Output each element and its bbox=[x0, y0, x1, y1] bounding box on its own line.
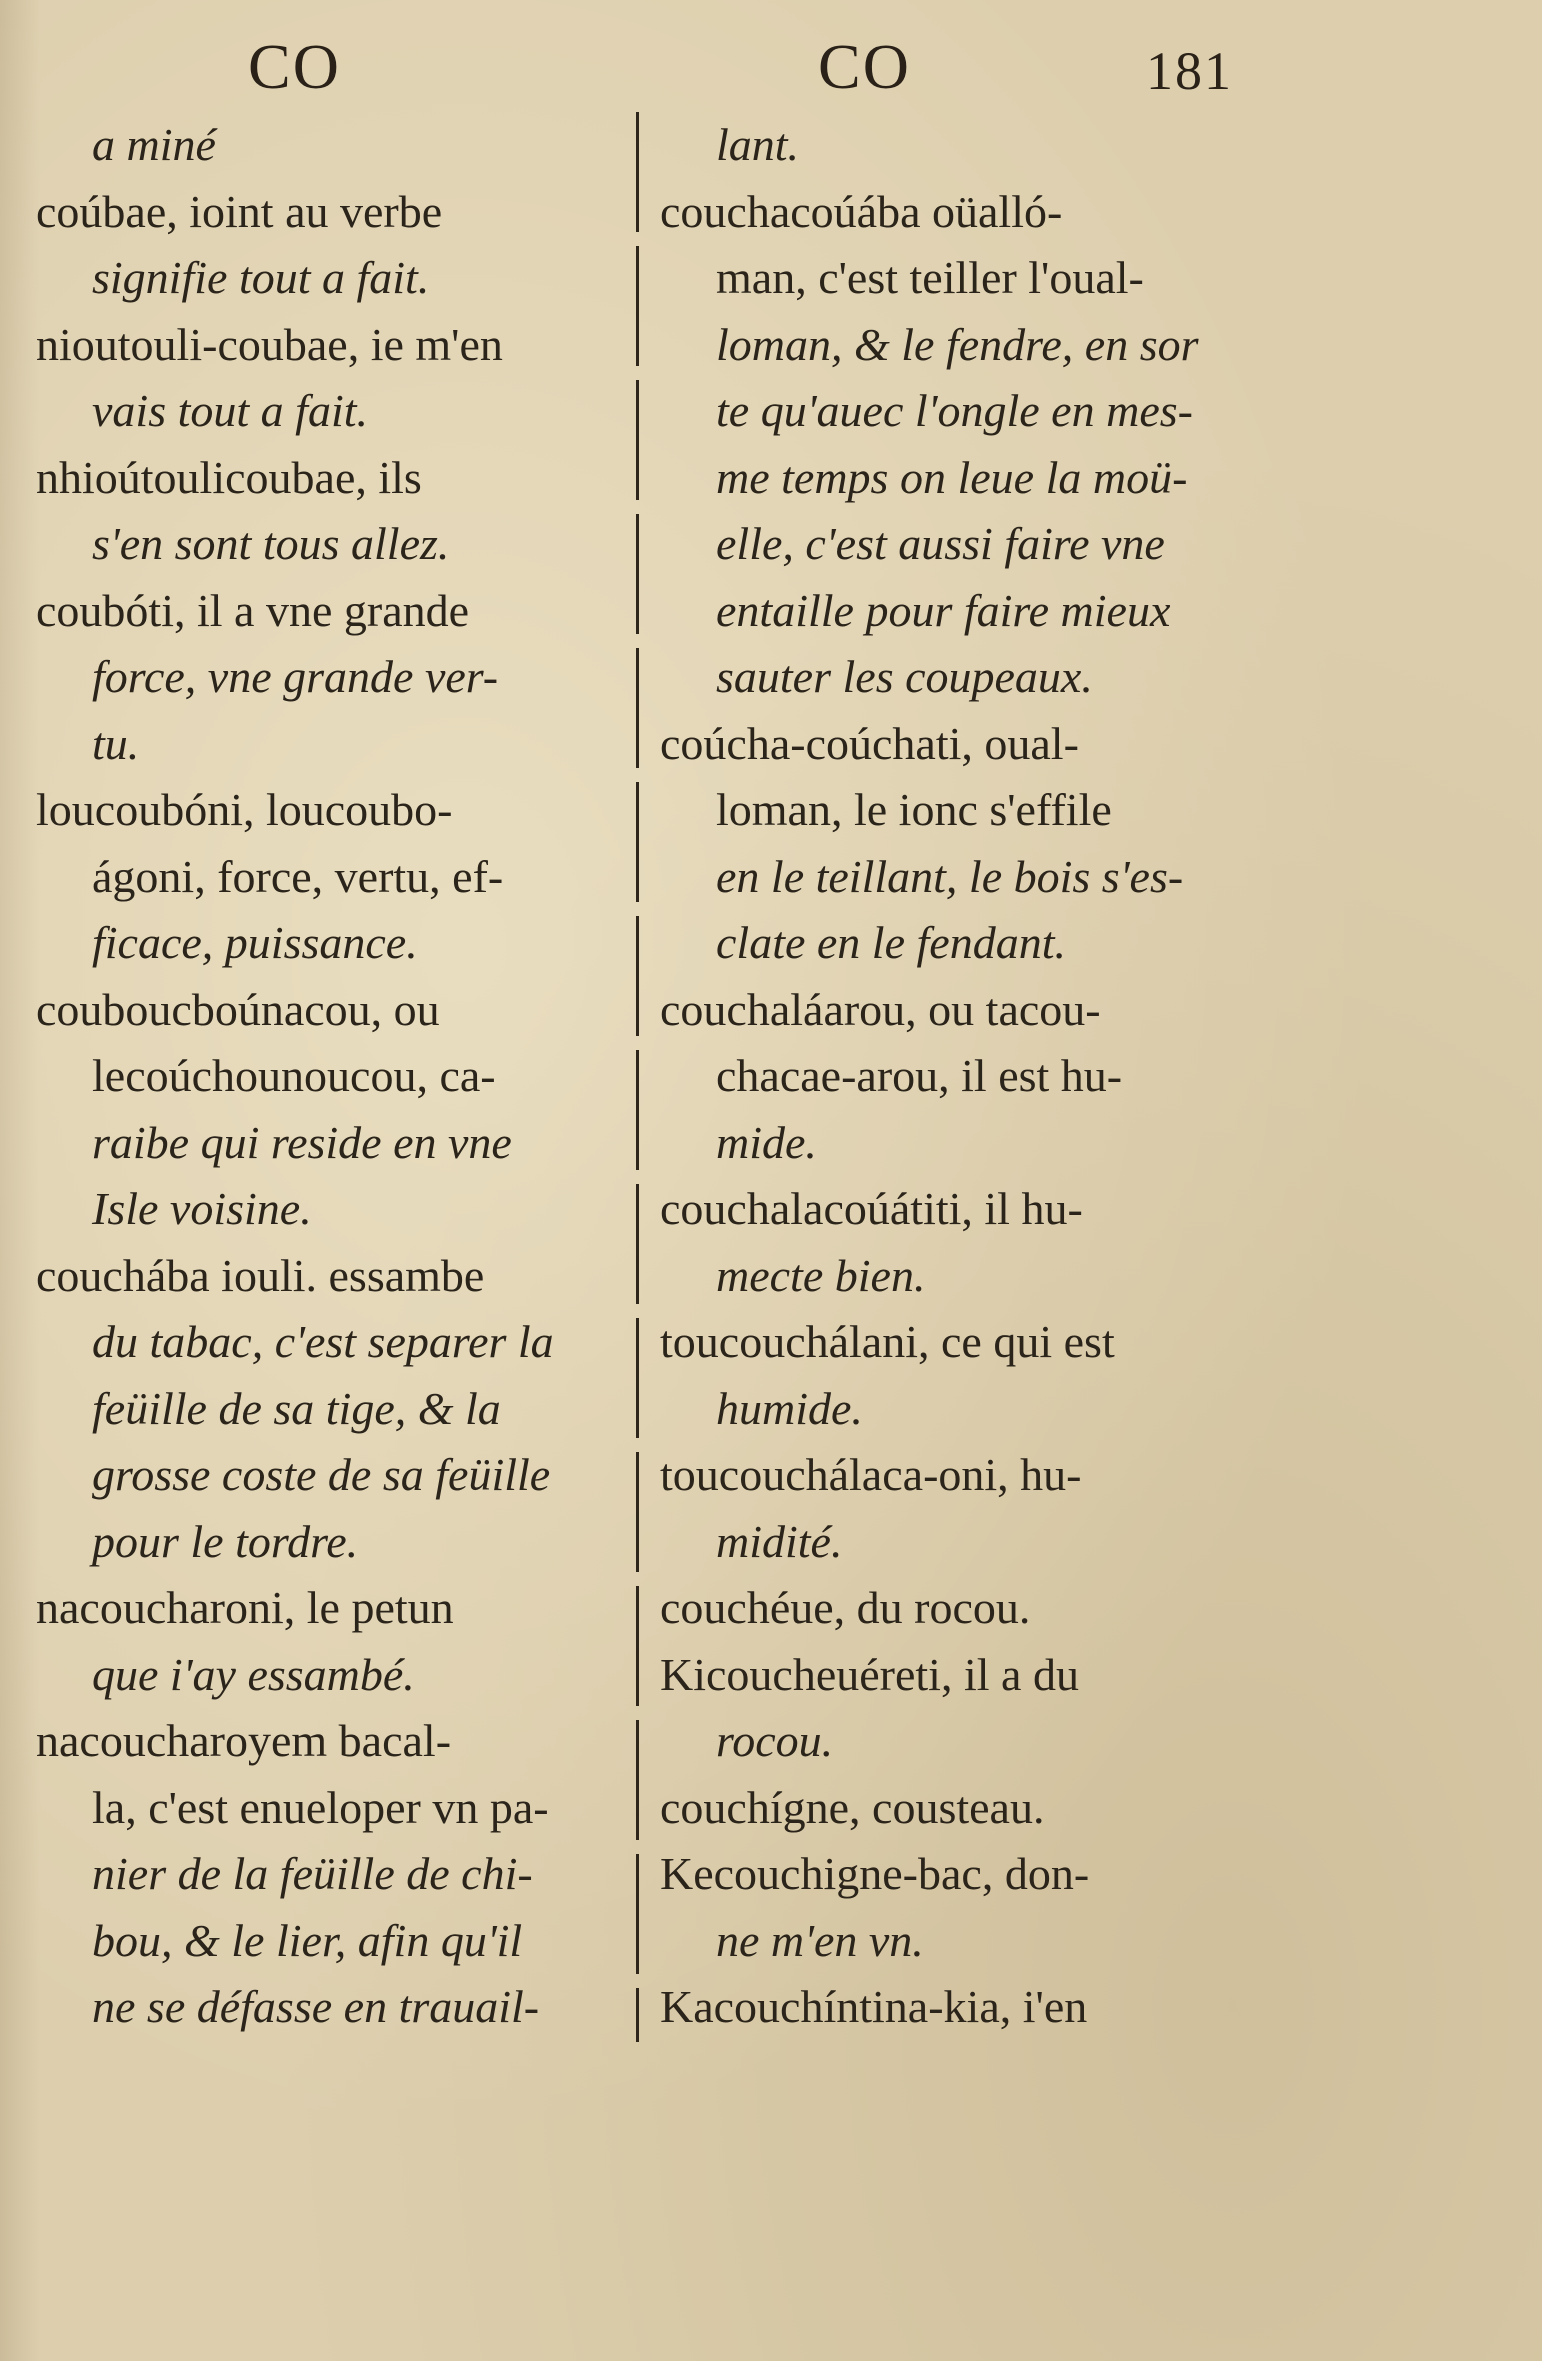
right-column bbox=[660, 112, 1270, 2041]
text-line: nier de la feüille de chi- bbox=[92, 1848, 533, 1899]
text-line: clate en le fendant. bbox=[716, 917, 1066, 968]
text-line: Kicoucheuéreti, il a du bbox=[660, 1648, 1079, 1700]
text-line: toucouchálani, ce qui est bbox=[660, 1316, 1115, 1367]
text-line: tu. bbox=[92, 717, 140, 769]
text-line: grosse coste de sa feüille bbox=[92, 1449, 551, 1500]
text-line: me temps on leue la moü- bbox=[716, 451, 1188, 503]
text-line: feüille de sa tige, & la bbox=[92, 1382, 501, 1434]
text-line: la, c'est enueloper vn pa- bbox=[92, 1781, 549, 1833]
text-line: loman, le ionc s'effile bbox=[716, 784, 1112, 835]
text-line: lant. bbox=[716, 119, 800, 170]
text-line: Kacouchíntina-kia, i'en bbox=[660, 1981, 1088, 2032]
text-line: loucoubóni, loucoubo- bbox=[36, 784, 453, 835]
text-line: nioutouli-coubae, ie m'en bbox=[36, 318, 503, 370]
text-line: ágoni, force, vertu, ef- bbox=[92, 850, 504, 902]
text-line: couchalacoúátiti, il hu- bbox=[660, 1183, 1083, 1234]
text-line: s'en sont tous allez. bbox=[92, 518, 450, 569]
text-line: couchába iouli. essambe bbox=[36, 1249, 485, 1301]
text-line: chacae-arou, il est hu- bbox=[716, 1050, 1123, 1101]
text-line: humide. bbox=[716, 1382, 863, 1434]
text-line: Isle voisine. bbox=[92, 1183, 312, 1234]
text-line: coúbae, ioint au verbe bbox=[36, 185, 443, 237]
text-line: signifie tout a fait. bbox=[92, 252, 430, 303]
text-line: force, vne grande ver- bbox=[92, 651, 499, 702]
text-line: coubóti, il a vne grande bbox=[36, 584, 470, 636]
text-line: du tabac, c'est separer la bbox=[92, 1316, 554, 1367]
text-line: nacoucharoni, le petun bbox=[36, 1582, 454, 1633]
text-line: midité. bbox=[716, 1515, 843, 1567]
text-line: vais tout a fait. bbox=[92, 385, 368, 436]
text-line: elle, c'est aussi faire vne bbox=[716, 518, 1165, 569]
text-line: raibe qui reside en vne bbox=[92, 1116, 512, 1168]
text-line: couchaláarou, ou tacou- bbox=[660, 983, 1101, 1035]
running-head-center: CO bbox=[818, 31, 911, 102]
text-line: ne se défasse en trauail- bbox=[92, 1981, 540, 2032]
text-line: bou, & le lier, afin qu'il bbox=[92, 1914, 523, 1966]
text-line: en le teillant, le bois s'es- bbox=[716, 850, 1184, 902]
text-line: couchéue, du rocou. bbox=[660, 1582, 1031, 1633]
text-line: entaille pour faire mieux bbox=[716, 584, 1171, 636]
text-line: nacoucharoyem bacal- bbox=[36, 1715, 452, 1766]
text-line: que i'ay essambé. bbox=[92, 1648, 415, 1700]
text-line: lecoúchounoucou, ca- bbox=[92, 1050, 496, 1101]
page-number: 181 bbox=[1146, 41, 1233, 101]
text-line: sauter les coupeaux. bbox=[716, 651, 1093, 702]
text-line: ne m'en vn. bbox=[716, 1914, 924, 1966]
text-line: rocou. bbox=[716, 1715, 834, 1766]
running-head-left: CO bbox=[248, 31, 341, 102]
left-column bbox=[36, 112, 616, 2041]
text-line: mide. bbox=[716, 1116, 817, 1168]
text-line: toucouchálaca-oni, hu- bbox=[660, 1449, 1082, 1500]
text-line: man, c'est teiller l'oual- bbox=[716, 252, 1144, 303]
text-line: Kecouchigne-bac, don- bbox=[660, 1848, 1090, 1899]
text-line: te qu'auec l'ongle en mes- bbox=[716, 385, 1193, 436]
text-line: coúcha-coúchati, oual- bbox=[660, 717, 1079, 769]
text-line: a miné bbox=[92, 119, 216, 170]
text-line: nhioútoulicoubae, ils bbox=[36, 451, 422, 503]
text-line: loman, & le fendre, en sor bbox=[716, 318, 1199, 370]
text-line: ficace, puissance. bbox=[92, 917, 418, 968]
text-line: couchígne, cousteau. bbox=[660, 1781, 1045, 1833]
text-line: mecte bien. bbox=[716, 1249, 926, 1301]
column-rule bbox=[636, 112, 639, 2042]
text-line: couboucboúnacou, ou bbox=[36, 983, 440, 1035]
text-line: pour le tordre. bbox=[92, 1515, 359, 1567]
text-line: couchacoúába oüalló- bbox=[660, 185, 1063, 237]
